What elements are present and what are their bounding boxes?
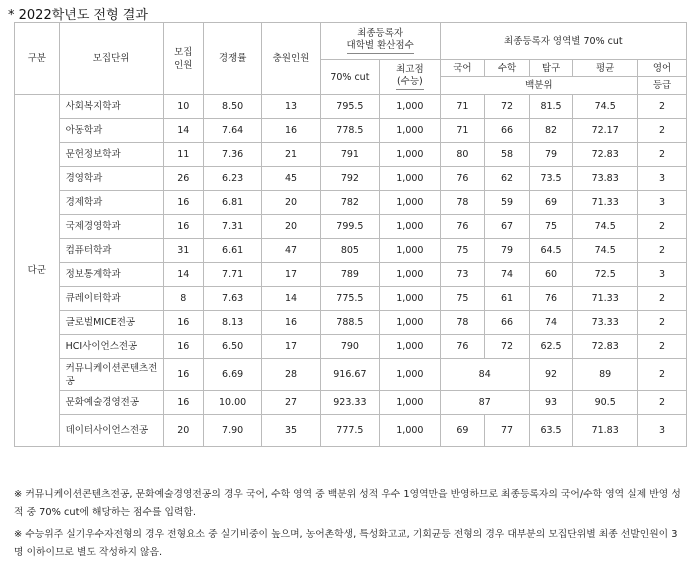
cut70-cell: 782 [320,191,379,215]
table-row [15,215,687,239]
header-english: 영어 [638,60,687,77]
ratio-cell: 6.61 [203,239,261,263]
max-score-cell: 1,000 [380,311,441,335]
english-cell: 3 [638,263,687,287]
unit-cell: 아동학과 [59,119,163,143]
cut70-cell: 805 [320,239,379,263]
inquiry-cell: 75 [529,215,573,239]
max-score-cell: 1,000 [380,415,441,447]
unit-cell: 데이터사이언스전공 [59,415,163,447]
quota-cell: 20 [163,415,203,447]
korean-math-cell: 84 [440,359,529,391]
ratio-cell: 7.71 [203,263,261,287]
math-cell: 67 [485,215,530,239]
average-cell: 72.17 [573,119,638,143]
average-cell: 72.83 [573,143,638,167]
korean-cell: 75 [440,287,485,311]
unit-cell: 경제학과 [59,191,163,215]
unit-cell: 컴퓨터학과 [59,239,163,263]
average-cell: 71.33 [573,287,638,311]
math-cell: 58 [485,143,530,167]
math-cell: 66 [485,119,530,143]
header-cut70: 70% cut [320,60,379,95]
table-row [15,335,687,359]
quota-cell: 16 [163,359,203,391]
math-cell: 59 [485,191,530,215]
inquiry-cell: 81.5 [529,95,573,119]
ratio-cell: 10.00 [203,391,261,415]
additional-cell: 14 [262,287,320,311]
table-row [15,311,687,335]
header-percentile: 백분위 [440,77,637,95]
english-cell: 2 [638,335,687,359]
cut70-cell: 775.5 [320,287,379,311]
korean-cell: 71 [440,95,485,119]
ratio-cell: 7.31 [203,215,261,239]
max-score-cell: 1,000 [380,263,441,287]
inquiry-cell: 69 [529,191,573,215]
cut70-cell: 788.5 [320,311,379,335]
korean-cell: 78 [440,311,485,335]
additional-cell: 20 [262,215,320,239]
ratio-cell: 7.90 [203,415,261,447]
math-cell: 66 [485,311,530,335]
inquiry-cell: 82 [529,119,573,143]
math-cell: 72 [485,95,530,119]
korean-cell: 75 [440,239,485,263]
korean-cell: 78 [440,191,485,215]
english-cell: 2 [638,239,687,263]
average-cell: 90.5 [573,391,638,415]
cut70-cell: 799.5 [320,215,379,239]
max-score-cell: 1,000 [380,391,441,415]
additional-cell: 16 [262,311,320,335]
additional-cell: 13 [262,95,320,119]
admission-results-table [14,22,687,447]
cut70-cell: 790 [320,335,379,359]
ratio-cell: 7.36 [203,143,261,167]
inquiry-cell: 92 [529,359,573,391]
ratio-cell: 8.50 [203,95,261,119]
average-cell: 72.83 [573,335,638,359]
average-cell: 72.5 [573,263,638,287]
english-cell: 2 [638,311,687,335]
cut70-cell: 795.5 [320,95,379,119]
additional-cell: 28 [262,359,320,391]
average-cell: 74.5 [573,239,638,263]
header-max [380,60,441,95]
average-cell: 74.5 [573,215,638,239]
header-inquiry: 탐구 [529,60,573,77]
quota-cell: 16 [163,391,203,415]
korean-cell: 80 [440,143,485,167]
header-additional: 충원인원 [262,23,320,95]
english-cell: 2 [638,95,687,119]
additional-cell: 47 [262,239,320,263]
max-score-cell: 1,000 [380,359,441,391]
quota-cell: 11 [163,143,203,167]
max-score-cell: 1,000 [380,95,441,119]
additional-cell: 27 [262,391,320,415]
quota-cell: 16 [163,335,203,359]
quota-cell: 16 [163,215,203,239]
inquiry-cell: 60 [529,263,573,287]
header-unit: 모집단위 [59,23,163,95]
header-max-label: 최고점 (수능) [396,64,424,90]
table-row [15,391,687,415]
english-cell: 3 [638,191,687,215]
max-score-cell: 1,000 [380,119,441,143]
table-row [15,191,687,215]
cut70-cell: 923.33 [320,391,379,415]
english-cell: 2 [638,215,687,239]
inquiry-cell: 74 [529,311,573,335]
cut70-cell: 789 [320,263,379,287]
header-final-conv-label: 최종등록자 대학별 환산점수 [347,28,414,54]
header-quota-label: 모집 인원 [174,46,193,71]
table-row [15,287,687,311]
ratio-cell: 7.64 [203,119,261,143]
max-score-cell: 1,000 [380,239,441,263]
english-cell: 3 [638,167,687,191]
quota-cell: 16 [163,311,203,335]
header-korean: 국어 [440,60,485,77]
additional-cell: 21 [262,143,320,167]
table-row [15,95,687,119]
ratio-cell: 7.63 [203,287,261,311]
english-cell: 2 [638,391,687,415]
inquiry-cell: 79 [529,143,573,167]
cut70-cell: 916.67 [320,359,379,391]
unit-cell: 경영학과 [59,167,163,191]
quota-cell: 14 [163,119,203,143]
english-cell: 3 [638,415,687,447]
unit-cell: 큐레이터학과 [59,287,163,311]
table-row [15,239,687,263]
korean-cell: 76 [440,215,485,239]
inquiry-cell: 73.5 [529,167,573,191]
math-cell: 74 [485,263,530,287]
korean-cell: 76 [440,335,485,359]
english-cell: 2 [638,287,687,311]
english-cell: 2 [638,119,687,143]
page-title: * 2022학년도 전형 결과 [8,8,148,23]
header-grade: 등급 [638,77,687,95]
unit-cell: HCI사이언스전공 [59,335,163,359]
header-area-cut: 최종등록자 영역별 70% cut [440,23,686,60]
footnote-2: ※ 수능위주 실기우수자전형의 경우 전형요소 중 실기비중이 높으며, 농어촌학생, 특성화고교, 기회균등 전형의 경우 대부분의 모집단위별 최종 선발인원이 3명 이하이므로 별도 작성하지 않음. [14,529,678,558]
quota-cell: 14 [163,263,203,287]
cut70-cell: 778.5 [320,119,379,143]
math-cell: 62 [485,167,530,191]
inquiry-cell: 64.5 [529,239,573,263]
korean-cell: 76 [440,167,485,191]
math-cell: 72 [485,335,530,359]
ratio-cell: 6.50 [203,335,261,359]
header-quota [163,23,203,95]
inquiry-cell: 93 [529,391,573,415]
unit-cell: 문헌정보학과 [59,143,163,167]
header-final-conv [320,23,440,60]
header-math: 수학 [485,60,530,77]
max-score-cell: 1,000 [380,143,441,167]
quota-cell: 26 [163,167,203,191]
ratio-cell: 6.23 [203,167,261,191]
additional-cell: 35 [262,415,320,447]
average-cell: 73.33 [573,311,638,335]
cut70-cell: 791 [320,143,379,167]
average-cell: 71.33 [573,191,638,215]
footnotes [14,486,684,566]
division-cell: 다군 [15,95,60,447]
inquiry-cell: 63.5 [529,415,573,447]
additional-cell: 20 [262,191,320,215]
korean-math-cell: 87 [440,391,529,415]
korean-cell: 73 [440,263,485,287]
table-row [15,143,687,167]
table-row [15,415,687,447]
unit-cell: 국제경영학과 [59,215,163,239]
additional-cell: 17 [262,335,320,359]
math-cell: 61 [485,287,530,311]
table-row [15,263,687,287]
quota-cell: 31 [163,239,203,263]
inquiry-cell: 62.5 [529,335,573,359]
table-row [15,119,687,143]
max-score-cell: 1,000 [380,191,441,215]
additional-cell: 16 [262,119,320,143]
max-score-cell: 1,000 [380,215,441,239]
average-cell: 73.83 [573,167,638,191]
quota-cell: 10 [163,95,203,119]
english-cell: 2 [638,359,687,391]
header-ratio: 경쟁률 [203,23,261,95]
max-score-cell: 1,000 [380,287,441,311]
footnote-1: ※ 커뮤니케이션콘텐츠전공, 문화예술경영전공의 경우 국어, 수학 영역 중 백분위 성적 우수 1영역만을 반영하므로 최종등록자의 국어/수학 영역 실제 반영 성적 중 70% cut에 해당하는 점수를 입력함. [14,489,681,518]
max-score-cell: 1,000 [380,167,441,191]
max-score-cell: 1,000 [380,335,441,359]
average-cell: 74.5 [573,95,638,119]
unit-cell: 문화예술경영전공 [59,391,163,415]
additional-cell: 17 [262,263,320,287]
quota-cell: 8 [163,287,203,311]
unit-cell: 정보통계학과 [59,263,163,287]
math-cell: 79 [485,239,530,263]
table-row [15,359,687,391]
cut70-cell: 792 [320,167,379,191]
unit-cell: 커뮤니케이션콘텐츠전공 [59,359,163,391]
header-average: 평균 [573,60,638,77]
table-row [15,167,687,191]
cut70-cell: 777.5 [320,415,379,447]
korean-cell: 71 [440,119,485,143]
inquiry-cell: 76 [529,287,573,311]
additional-cell: 45 [262,167,320,191]
average-cell: 71.83 [573,415,638,447]
ratio-cell: 6.81 [203,191,261,215]
ratio-cell: 6.69 [203,359,261,391]
unit-cell: 사회복지학과 [59,95,163,119]
ratio-cell: 8.13 [203,311,261,335]
average-cell: 89 [573,359,638,391]
english-cell: 2 [638,143,687,167]
math-cell: 77 [485,415,530,447]
header-division: 구분 [15,23,60,95]
unit-cell: 글로벌MICE전공 [59,311,163,335]
korean-cell: 69 [440,415,485,447]
quota-cell: 16 [163,191,203,215]
